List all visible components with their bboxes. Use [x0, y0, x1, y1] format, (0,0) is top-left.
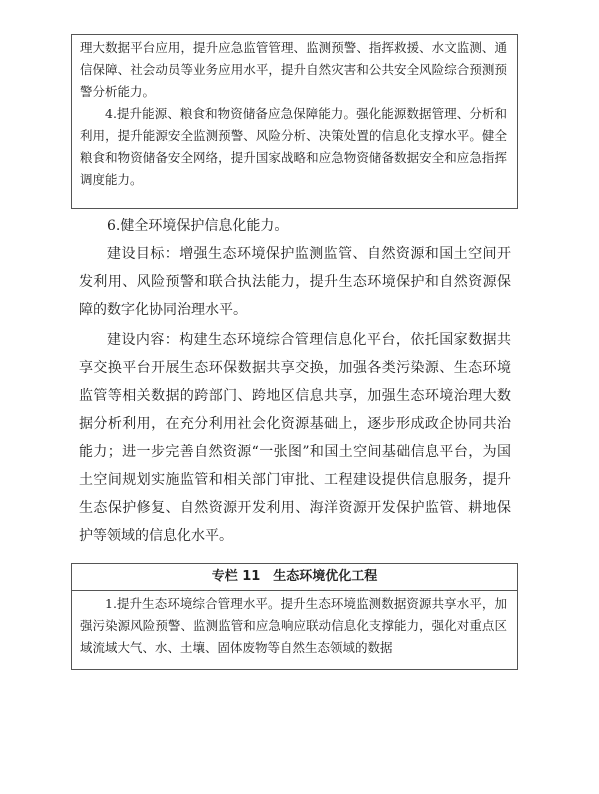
column-box-11 [71, 563, 518, 670]
construction-content-paragraph: 建设内容：构建生态环境综合管理信息化平台，依托国家数据共享交换平台开展生态环保数据共享交换，加强各类污染源、生态环境监管等相关数据的跨部门、跨地区信息共享，加强生态环境治理大数据分析利用，在充分利用社会化资源基础上，逐步形成政企协同共治能力；进一步完善自然资源“一张图”和国土空间基础信息平台，为国土空间规划实施监管和相关部门审批、工程建设提供信息服务，提升生态保护修复、自然资源开发利用、海洋资源开发保护监管、耕地保护等领域的信息化水平。 [79, 332, 511, 544]
box-item-1: 1.提升生态环境综合管理水平。提升生态环境监测数据资源共享水平，加强污染源风险预警、监测监管和应急响应联动信息化支撑能力，强化对重点区域流域大气、水、土壤、固体废物等自然生态领域的数据 [80, 596, 507, 655]
box-continuation-text: 理大数据平台应用，提升应急监管管理、监测预警、指挥救援、水文监测、通信保障、社会动员等业务应用水平，提升自然灾害和公共安全风险综合预测预警分析能力。 [80, 40, 507, 99]
column-title: 专栏 11 生态环境优化工程 [72, 564, 517, 591]
section-heading-6: 6.健全环境保护信息化能力。 [107, 218, 289, 234]
box-item-4: 4.提升能源、粮食和物资储备应急保障能力。强化能源数据管理、分析和利用，提升能源安全监测预警、风险分析、决策处置的信息化支撑水平。健全粮食和物资储备安全网络，提升国家战略和应急物资储备数据安全和应急指挥调度能力。 [80, 106, 507, 187]
construction-goal-paragraph: 建设目标：增强生态环境保护监测监管、自然资源和国土空间开发利用、风险预警和联合执法能力，提升生态环境保护和自然资源保障的数字化协同治理水平。 [79, 246, 511, 318]
column-box-10 [71, 34, 518, 209]
